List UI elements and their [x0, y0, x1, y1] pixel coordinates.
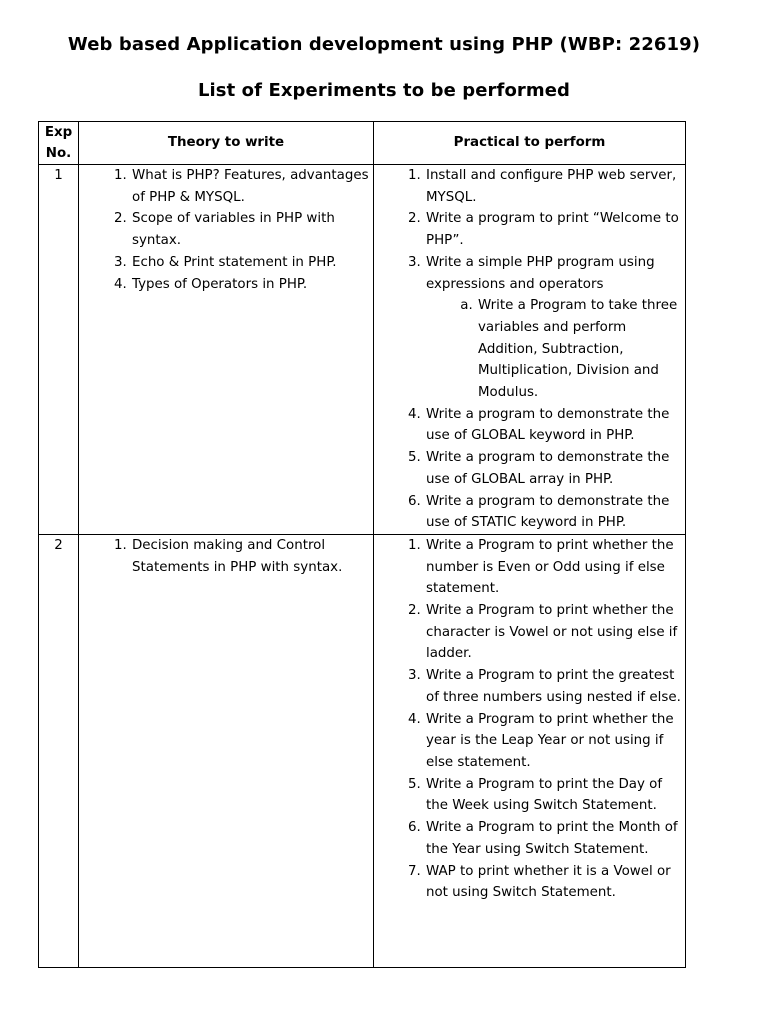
header-exp-no [39, 122, 79, 165]
list-item: 5. Write a Program to print the Day of the Week using Switch Statement. [425, 774, 685, 817]
list-item: 1. Install and configure PHP web server, MYSQL. [425, 165, 685, 208]
list-item: 4. Types of Operators in PHP. [131, 274, 373, 296]
list-item: 7. WAP to print whether it is a Vowel or not using Switch Statement. [425, 861, 685, 904]
header-practical: Practical to perform [374, 122, 686, 165]
list-item: 6. Write a Program to print the Month of the Year using Switch Statement. [425, 817, 685, 860]
theory-cell [79, 534, 374, 967]
list-item: 1. Write a Program to print whether the number is Even or Odd using if else statement. [425, 535, 685, 600]
document-title: Web based Application development using PHP (WBP: 22619) [67, 34, 701, 55]
list-item: 2. Scope of variables in PHP with syntax. [131, 208, 373, 251]
practical-list [374, 535, 685, 904]
list-item: 4. Write a Program to print whether the year is the Leap Year or not using if else statement. [425, 709, 685, 774]
table-header-row [39, 122, 686, 165]
theory-list [79, 535, 373, 578]
list-item: 4. Write a program to demonstrate the use of GLOBAL keyword in PHP. [425, 404, 685, 447]
list-item: 3. Echo & Print statement in PHP. [131, 252, 373, 274]
header-exp-no-line2: No. [45, 146, 72, 161]
exp-number: 1 [39, 165, 79, 535]
table-row [39, 534, 686, 967]
header-exp-no-line1: Exp [44, 125, 73, 140]
practical-sublist [426, 295, 685, 404]
list-item: 1. What is PHP? Features, advantages of PHP & MYSQL. [131, 165, 373, 208]
experiments-table [38, 121, 686, 968]
list-item: 2. Write a Program to print whether the character is Vowel or not using else if ladder. [425, 600, 685, 665]
header-theory: Theory to write [79, 122, 374, 165]
list-item: 6. Write a program to demonstrate the use of STATIC keyword in PHP. [425, 491, 685, 534]
list-item [425, 252, 685, 404]
practical-cell [374, 165, 686, 535]
list-item-text: Write a simple PHP program using expressions and operators [426, 254, 655, 292]
list-item: 2. Write a program to print “Welcome to PHP”. [425, 208, 685, 251]
table-row [39, 165, 686, 535]
theory-cell [79, 165, 374, 535]
list-item: 1. Decision making and Control Statements in PHP with syntax. [131, 535, 373, 578]
exp-number: 2 [39, 534, 79, 967]
practical-cell [374, 534, 686, 967]
sub-list-item: a. Write a Program to take three variables and perform Addition, Subtraction, Multiplication, Division and Modulus. [477, 295, 685, 404]
list-title: List of Experiments to be performed [197, 80, 571, 101]
list-item: 3. Write a Program to print the greatest of three numbers using nested if else. [425, 665, 685, 708]
theory-list [79, 165, 373, 295]
practical-list [374, 165, 685, 534]
list-item: 5. Write a program to demonstrate the use of GLOBAL array in PHP. [425, 447, 685, 490]
